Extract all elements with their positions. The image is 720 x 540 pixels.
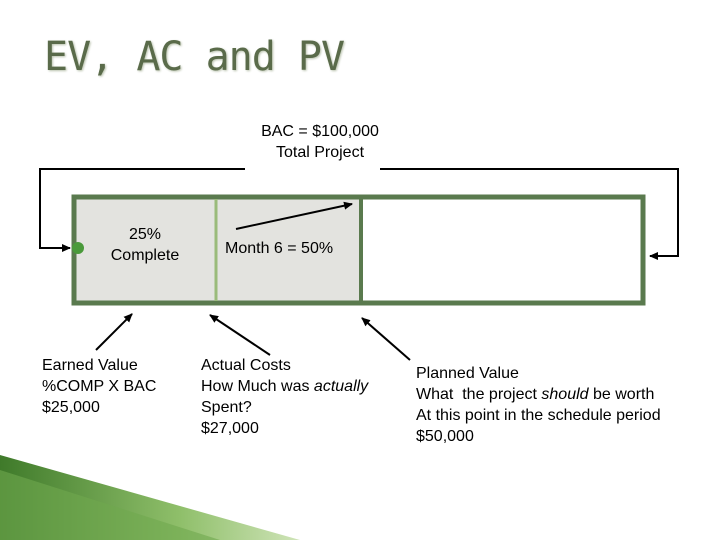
- planned-value-heading: Planned Value: [416, 365, 519, 382]
- bac-right-bracket-arrow: [380, 169, 678, 256]
- actual-costs-amount: $27,000: [201, 420, 259, 437]
- ev-pointer-arrow: [96, 314, 132, 350]
- planned-value-block: [416, 363, 661, 447]
- start-dot: [72, 242, 84, 254]
- pv-pointer-arrow: [362, 318, 410, 360]
- planned-value-period: At this point in the schedule period: [416, 407, 661, 424]
- earned-value-formula: %COMP X BAC: [42, 378, 157, 395]
- bac-caption: Total Project: [275, 144, 365, 161]
- actual-costs-heading: Actual Costs: [201, 357, 291, 374]
- planned-value-desc-start: What the project: [416, 386, 542, 403]
- earned-value-block: [42, 355, 156, 418]
- progress-caption: Complete: [110, 247, 180, 264]
- actual-costs-question: [201, 376, 368, 397]
- planned-value-desc-end: be worth: [588, 386, 655, 403]
- bac-label: [230, 121, 410, 163]
- ac-pointer-arrow: [210, 315, 270, 355]
- progress-percent: 25%: [128, 226, 162, 243]
- actual-costs-block: [201, 355, 368, 439]
- planned-value-description: [416, 384, 661, 405]
- page-title: EV, AC and PV: [44, 34, 345, 80]
- earned-value-amount: $25,000: [42, 399, 100, 416]
- actual-costs-question-text: How Much was: [201, 378, 314, 395]
- month-label: Month 6 = 50%: [225, 240, 334, 257]
- progress-label: [90, 224, 200, 266]
- actual-costs-question-end: Spent?: [201, 399, 252, 416]
- actual-costs-emphasis: actually: [313, 378, 369, 395]
- bac-value: BAC = $100,000: [261, 123, 379, 140]
- earned-value-heading: Earned Value: [42, 357, 138, 374]
- planned-value-amount: $50,000: [416, 428, 474, 445]
- planned-value-emphasis: should: [541, 386, 589, 403]
- corner-decoration-highlight: [0, 470, 220, 540]
